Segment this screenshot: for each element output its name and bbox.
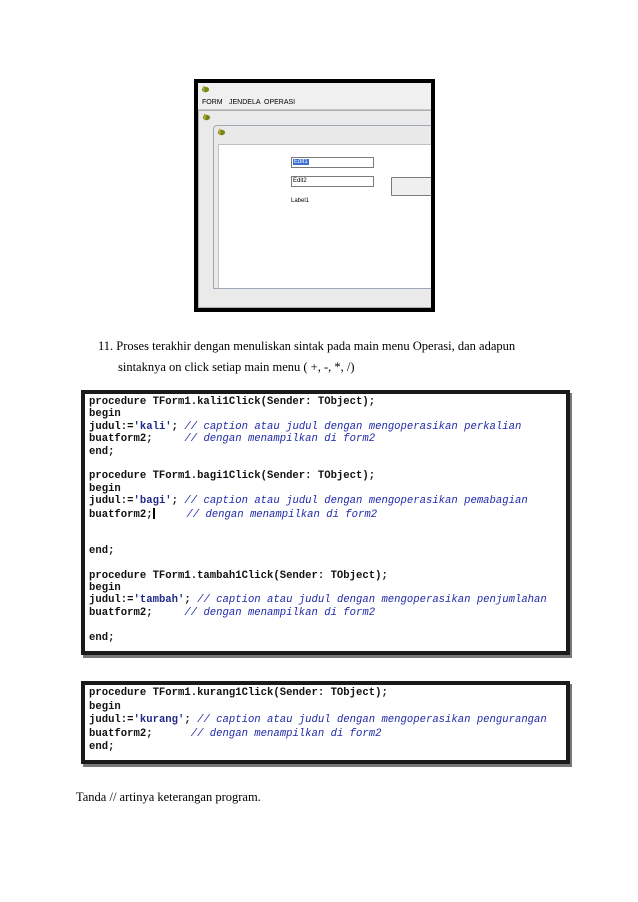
step-text-1: Proses terakhir dengan menuliskan sintak pada main menu Operasi, dan adapun — [116, 339, 516, 353]
code-token: procedure — [89, 687, 147, 699]
code-comment: // caption atau judul dengan mengoperasikan pengurangan — [197, 714, 547, 727]
code-token: TForm1.tambah1Click(Sender: TObject); — [146, 569, 388, 582]
code-line — [89, 594, 547, 607]
code-line — [89, 495, 528, 508]
code-token: 'kurang' — [133, 714, 185, 727]
code-token: begin — [89, 700, 121, 713]
code-token: end; — [89, 631, 115, 644]
menu-jendela[interactable]: JENDELA — [229, 99, 261, 106]
code-line — [89, 545, 114, 558]
step-number: 11. — [98, 339, 114, 353]
code-comment: // caption atau judul dengan mengoperasikan perkalian — [184, 420, 522, 433]
edit1-value: Edit1 — [294, 159, 308, 165]
menu-form[interactable]: FORM — [202, 99, 223, 106]
code-token: end; — [89, 445, 115, 458]
code-token: ; — [184, 714, 198, 727]
menu-operasi[interactable]: OPERASI — [264, 99, 296, 106]
code-token: end; — [89, 544, 115, 557]
code-screenshot-1 — [81, 390, 570, 655]
code-token: buatform2; — [89, 433, 153, 446]
code-token: 'bagi' — [133, 495, 172, 508]
code-line — [89, 433, 375, 446]
edit2-input[interactable]: Edit2 — [291, 176, 374, 187]
code-token: buatform2; — [89, 508, 153, 521]
code-line — [89, 396, 375, 409]
code-line — [89, 508, 377, 522]
code-line — [89, 701, 121, 714]
code-comment: // caption atau judul dengan mengoperasikan penjumlahan — [197, 594, 547, 607]
child2-icon — [217, 128, 226, 137]
code-token: end; — [89, 741, 115, 754]
main-window — [198, 83, 431, 308]
code-comment: // dengan menampilkan di form2 — [184, 433, 376, 446]
child1-icon — [202, 113, 211, 122]
main-titlebar — [198, 83, 431, 96]
step-line-1 — [98, 339, 515, 354]
child-window-2 — [213, 125, 431, 289]
code-line — [89, 687, 388, 700]
code-comment: // dengan menampilkan di form2 — [186, 508, 378, 521]
code-line — [89, 483, 121, 496]
code-line — [89, 714, 547, 727]
child-window-1 — [198, 110, 431, 308]
code-token: begin — [89, 582, 121, 594]
code-token: 'tambah' — [133, 594, 185, 607]
code-line — [89, 741, 114, 754]
footer-note: Tanda // artinya keterangan program. — [76, 790, 261, 804]
code-comment: // caption atau judul dengan mengoperasikan pemabagian — [184, 495, 528, 508]
code-line — [89, 607, 375, 620]
code-line — [89, 728, 381, 741]
code-comment: // dengan menampilkan di form2 — [190, 727, 382, 740]
code-token — [153, 433, 185, 445]
code-token: ; — [184, 594, 198, 607]
code-token: ; — [171, 495, 185, 508]
code-token: ; — [171, 420, 185, 433]
code-token: TForm1.kurang1Click(Sender: TObject); — [146, 687, 388, 699]
code-line — [89, 570, 388, 583]
code-token: procedure — [89, 396, 147, 408]
code-line — [89, 421, 521, 434]
app-icon — [201, 85, 210, 94]
code-comment: // dengan menampilkan di form2 — [184, 606, 376, 619]
code-line — [89, 582, 121, 595]
code-token: begin — [89, 408, 121, 421]
edit1-input[interactable] — [291, 157, 374, 168]
code-token — [153, 728, 191, 740]
code-token: TForm1.bagi1Click(Sender: TObject); — [146, 470, 376, 483]
code-token: procedure — [89, 569, 147, 582]
code-token: buatform2; — [89, 606, 153, 619]
code-token: judul:= — [89, 714, 134, 727]
code-screenshot-2 — [81, 681, 570, 764]
code-token: judul:= — [89, 420, 134, 433]
code-token: judul:= — [89, 594, 134, 607]
step-text-2: sintaknya on click setiap main menu ( +, -, *, /) — [118, 360, 355, 374]
code-token: judul:= — [89, 495, 134, 508]
app-screenshot — [194, 79, 435, 312]
menu-bar — [198, 97, 431, 109]
operation-button[interactable] — [391, 177, 431, 196]
code-token: buatform2; — [89, 727, 153, 740]
code-line — [89, 470, 375, 483]
label1: Label1 — [291, 198, 310, 204]
code-token: 'kali' — [133, 420, 172, 433]
mdi-client-area — [198, 109, 431, 308]
code-token: procedure — [89, 470, 147, 483]
code-token — [153, 607, 185, 619]
code-line — [89, 632, 114, 645]
code-token — [155, 509, 187, 521]
code-token: begin — [89, 482, 121, 495]
code-line — [89, 446, 114, 459]
code-line — [89, 408, 121, 421]
form2-client — [218, 144, 431, 288]
code-token: TForm1.kali1Click(Sender: TObject); — [146, 396, 376, 408]
